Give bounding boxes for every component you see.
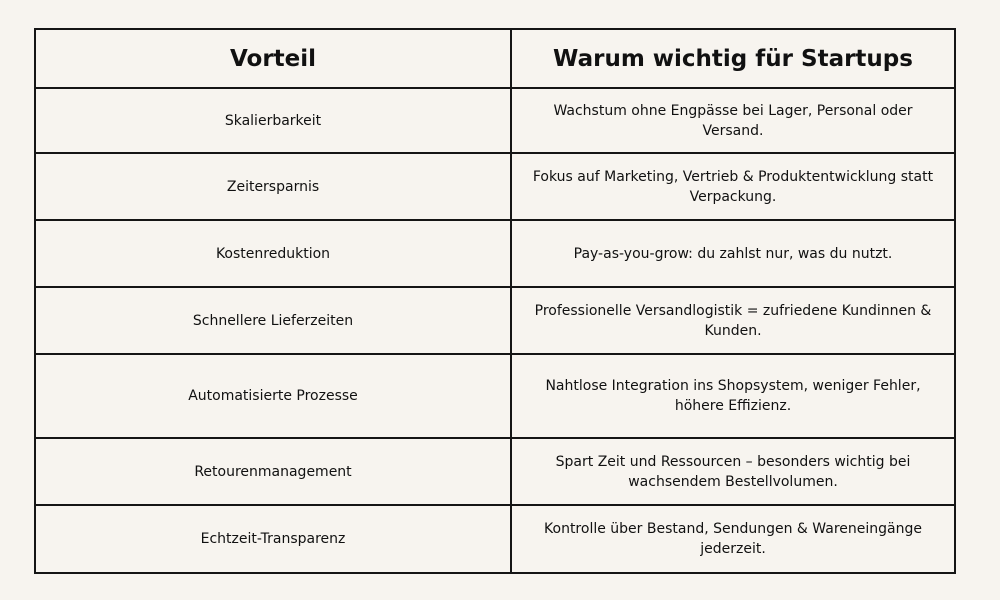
table-row [35,220,955,287]
table-row [35,153,955,220]
table-row [35,354,955,438]
header-benefit: Vorteil [35,29,511,88]
table-row [35,287,955,354]
reason-cell: Wachstum ohne Engpässe bei Lager, Personal oder Versand. [511,88,955,153]
reason-cell: Fokus auf Marketing, Vertrieb & Produktentwicklung statt Verpackung. [511,153,955,220]
table-row [35,88,955,153]
reason-cell: Spart Zeit und Ressourcen – besonders wichtig bei wachsendem Bestellvolumen. [511,438,955,505]
reason-cell: Kontrolle über Bestand, Sendungen & Wareneingänge jederzeit. [511,505,955,573]
benefit-cell: Kostenreduktion [35,220,511,287]
reason-cell: Nahtlose Integration ins Shopsystem, weniger Fehler, höhere Effizienz. [511,354,955,438]
header-row [35,29,955,88]
benefit-cell: Automatisierte Prozesse [35,354,511,438]
benefit-cell: Echtzeit-Transparenz [35,505,511,573]
reason-cell: Professionelle Versandlogistik = zufriedene Kundinnen & Kunden. [511,287,955,354]
benefit-cell: Retourenmanagement [35,438,511,505]
benefit-cell: Zeitersparnis [35,153,511,220]
table-header [35,29,955,88]
benefit-cell: Skalierbarkeit [35,88,511,153]
table-body [35,88,955,573]
benefits-table [34,28,956,574]
reason-cell: Pay-as-you-grow: du zahlst nur, was du nutzt. [511,220,955,287]
table-row [35,505,955,573]
benefit-cell: Schnellere Lieferzeiten [35,287,511,354]
table-row [35,438,955,505]
header-reason: Warum wichtig für Startups [511,29,955,88]
